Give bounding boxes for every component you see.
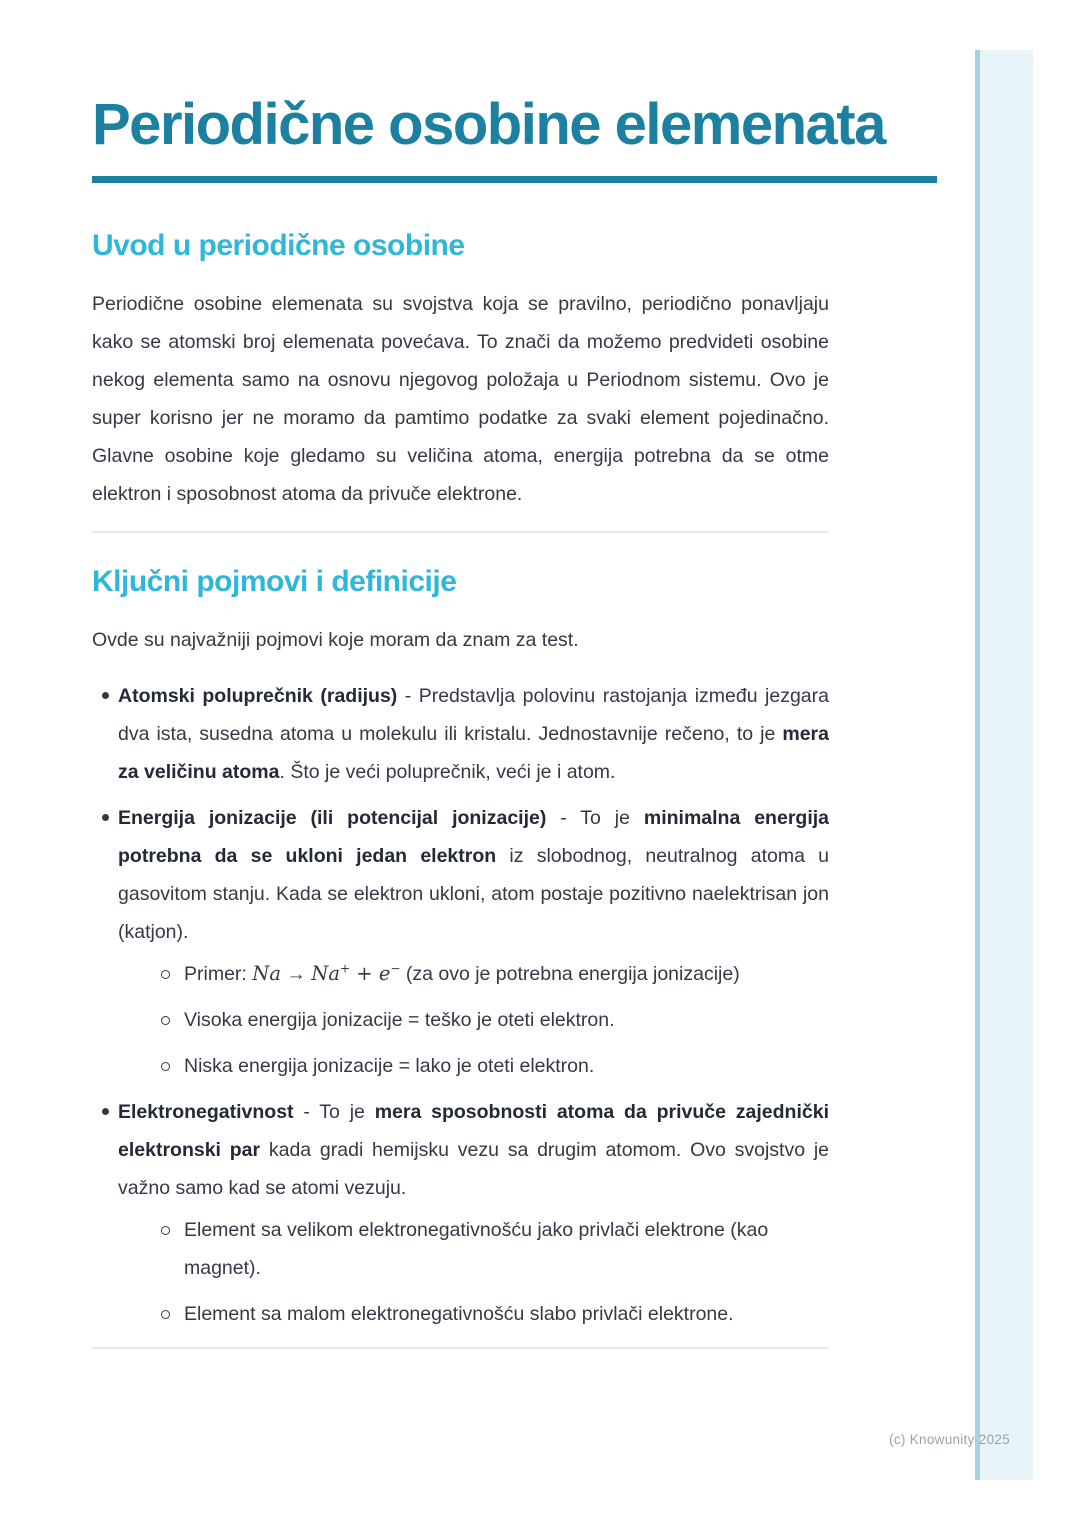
copyright-footer: (c) Knowunity 2025 — [889, 1432, 1010, 1447]
sub-item-text: Visoka energija jonizacije = teško je oteti elektron. — [184, 1009, 615, 1031]
bullet-circle-icon — [161, 970, 170, 979]
section-heading-pojmovi: Ključni pojmovi i definicije — [92, 565, 457, 598]
sub-item-niska-energija — [144, 1047, 829, 1085]
footer-divider — [92, 1347, 829, 1349]
bullet-circle-icon — [161, 1226, 170, 1235]
page-title: Periodične osobine elemenata — [92, 92, 885, 157]
intro-paragraph: Periodične osobine elemenata su svojstva koja se pravilno, periodično ponavljaju kako se atomski broj elemenata povećava. To znači da možemo predvideti osobine nekog elementa samo na osnovu njegovog položaja u Periodnom sistemu. Ovo je super korisno jer ne moramo da pamtimo podatke za svaki element pojedinačno. Glavne osobine koje gledamo su veličina atoma, energija potrebna da se otme elektron i sposobnost atoma da privuče elektrone. — [92, 293, 829, 505]
bullet-circle-icon — [161, 1062, 170, 1071]
list-item-atomski-poluprecnik — [92, 677, 829, 791]
list-item-energija-jonizacije — [92, 799, 829, 1085]
section-intro-text: Ovde su najvažniji pojmovi koje moram da znam za test. — [92, 629, 579, 651]
sub-item-text: Element sa velikom elektronegativnošću jako privlači elektrone (kao magnet). — [184, 1219, 769, 1279]
page-content — [92, 92, 885, 1349]
term-text: Energija jonizacije (ili potencijal jonizacije) - To je minimalna energija potrebna da se ukloni jedan elektron iz slobodnog, neutralnog atoma u gasovitom stanju. Kada se elektron ukloni, atom postaje pozitivno naelektrisan jon (katjon). — [118, 807, 829, 943]
list-item-elektronegativnost — [92, 1093, 829, 1333]
sub-item-text: Niska energija jonizacije = lako je oteti elektron. — [184, 1055, 595, 1077]
term-list — [92, 677, 829, 1333]
sub-item-text: Primer: Na → Na+ + e− (za ovo je potrebna energija jonizacije) — [184, 961, 740, 985]
term-text: Elektronegativnost - To je mera sposobnosti atoma da privuče zajednički elektronski par kada gradi hemijsku vezu sa drugim atomom. Ovo svojstvo je važno samo kad se atomi vezuju. — [118, 1101, 829, 1199]
bullet-circle-icon — [161, 1310, 170, 1319]
term-text: Atomski poluprečnik (radijus) - Predstavlja polovinu rastojanja između jezgara dva ista, susedna atoma u molekulu ili kristalu. Jednostavnije rečeno, to je mera za veličinu atoma. Što je veći poluprečnik, veći je i atom. — [118, 685, 829, 783]
title-underline-rule — [92, 176, 937, 183]
section-divider — [92, 531, 829, 533]
bullet-disc-icon — [102, 814, 109, 821]
bullet-circle-icon — [161, 1016, 170, 1025]
sub-item-mala-elektronegativnost — [144, 1295, 829, 1333]
bullet-disc-icon — [102, 692, 109, 699]
section-heading-uvod: Uvod u periodične osobine — [92, 229, 465, 262]
sub-item-visoka-energija — [144, 1001, 829, 1039]
sub-list — [118, 1211, 829, 1333]
bullet-disc-icon — [102, 1108, 109, 1115]
sub-list — [118, 955, 829, 1085]
sub-item-text: Element sa malom elektronegativnošću slabo privlači elektrone. — [184, 1303, 734, 1325]
sub-item-velika-elektronegativnost — [144, 1211, 829, 1287]
sub-item-primer — [144, 955, 829, 993]
decorative-side-strip — [975, 50, 1033, 1480]
